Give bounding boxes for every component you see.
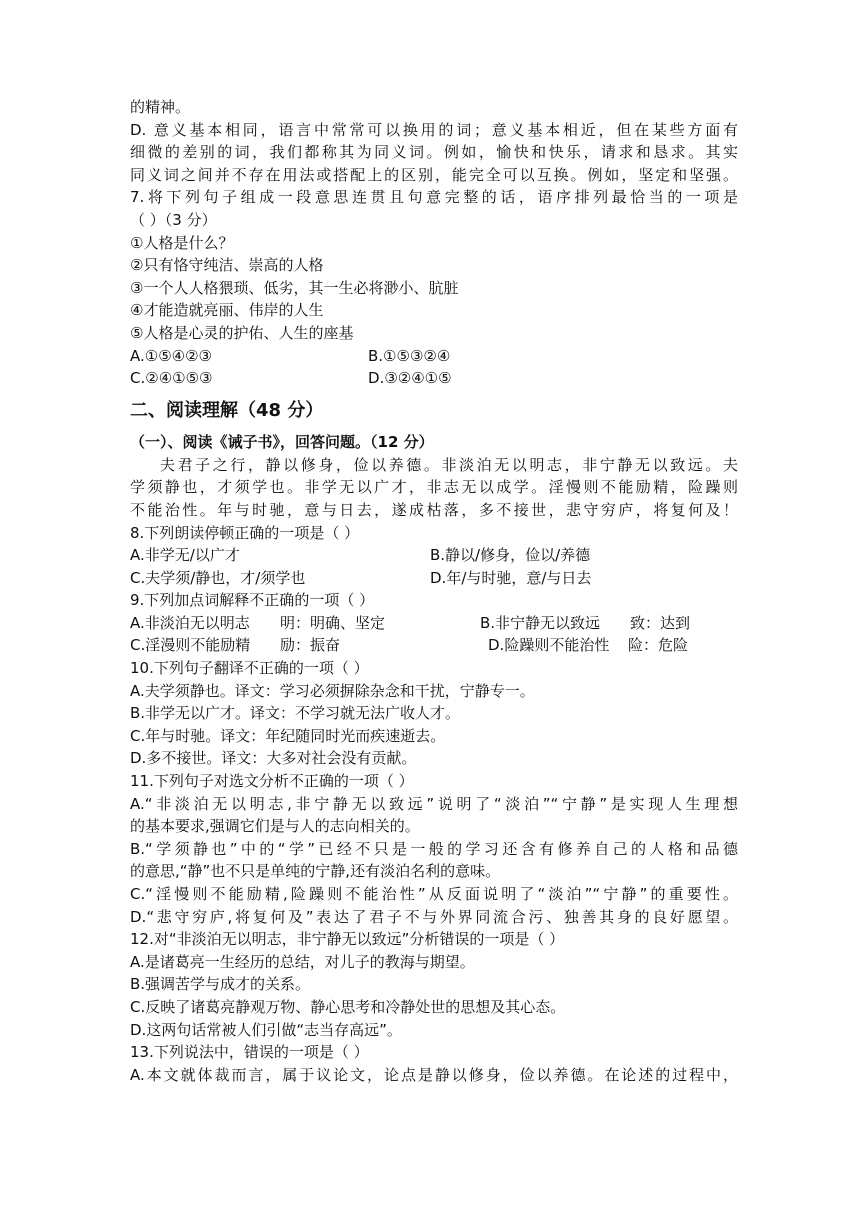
option-b: B.非学无以广才。译文：不学习就无法广收人才。 <box>130 704 461 723</box>
question-12-stem: 12.对“非淡泊无以明志，非宁静无以致远”分析错误的一项是（ ） <box>130 930 565 949</box>
question-11-stem: 11.下列句子对选文分析不正确的一项（ ） <box>130 772 414 791</box>
option-d: D.“悲守穷庐,将复何及”表达了君子不与外界同流合污、独善其身的良好愿望。 <box>130 907 738 926</box>
option-a: A.夫学须静也。译文：学习必须摒除杂念和干扰，宁静专一。 <box>130 681 535 700</box>
option-a: A.①⑤④②③ <box>130 346 213 365</box>
option-c: C.夫学须/静也，才/须学也 <box>130 568 306 587</box>
option-d: D.③②④①⑤ <box>368 369 452 388</box>
option-a: A.非淡泊无以明志 <box>130 613 250 632</box>
options-row <box>130 367 738 390</box>
question-13-stem: 13.下列说法中，错误的一项是（ ） <box>130 1043 369 1062</box>
passage-line: 不能治性。年与时驰，意与日去，遂成枯落，多不接世，悲守穷庐，将复何及！ <box>130 500 738 519</box>
option-b-cont: 的意思,“静”也不只是单纯的宁静,还有淡泊名利的意味。 <box>130 862 501 881</box>
sentence-2: ②只有恪守纯洁、崇高的人格 <box>130 256 324 275</box>
options-row <box>130 634 738 657</box>
option-b: B.①⑤③②④ <box>368 346 451 365</box>
option-a: A.是诸葛亮一生经历的总结，对儿子的教海与期望。 <box>130 952 475 971</box>
question-7-stem-cont: （ ）（3 分） <box>130 210 217 229</box>
document-page <box>130 96 738 1086</box>
sentence-4: ④才能造就亮丽、伟岸的人生 <box>130 301 324 320</box>
option-c: C.“淫慢则不能励精,险躁则不能治性”从反面说明了“淡泊”“宁静”的重要性。 <box>130 885 738 903</box>
option-d-gloss: 险：危险 <box>628 636 689 655</box>
subsection-heading: （一）、阅读《诫子书》，回答问题。（12 分） <box>130 432 434 451</box>
option-d: D.这两句话常被人们引做“志当存高远”。 <box>130 1020 402 1039</box>
question-7-stem: 7.将下列句子组成一段意思连贯且句意完整的话，语序排列最恰当的一项是 <box>130 188 738 207</box>
option-a-cont: 的基本要求,强调它们是与人的志向相关的。 <box>130 817 420 836</box>
passage-line: 夫君子之行，静以修身，俭以养德。非淡泊无以明志，非宁静无以致远。夫 <box>160 455 738 474</box>
option-c: C.淫漫则不能励精 <box>130 636 251 655</box>
text-line: 同义词之间并不存在用法或搭配上的区别，能完全可以互换。例如，坚定和坚强。 <box>130 165 738 184</box>
option-c: C.②④①⑤③ <box>130 369 213 388</box>
section-heading: 二、阅读理解（48 分） <box>130 399 324 421</box>
options-row <box>130 544 738 567</box>
option-c: C.反映了诸葛亮静观万物、静心思考和冷静处世的思想及其心态。 <box>130 997 566 1016</box>
options-row <box>130 567 738 590</box>
question-8-stem: 8.下列朗读停顿正确的一项是（ ） <box>130 523 360 542</box>
option-b-gloss: 致：达到 <box>630 613 691 632</box>
sentence-1: ①人格是什么？ <box>130 233 234 252</box>
options-row <box>130 612 738 635</box>
option-c-gloss: 励：振奋 <box>280 636 341 655</box>
option-b: B.非宁静无以致远 <box>480 613 601 632</box>
option-a-gloss: 明：明确、坚定 <box>280 613 386 632</box>
text-line: 的精神。 <box>130 98 191 116</box>
option-d: D.险躁则不能治性 <box>488 636 610 655</box>
option-c: C.年与时驰。译文：年纪随同时光而疾速逝去。 <box>130 726 446 745</box>
options-row <box>130 345 738 368</box>
passage-line: 学须静也，才须学也。非学无以广才，非志无以成学。淫慢则不能励精，险躁则 <box>130 478 738 497</box>
sentence-5: ⑤人格是心灵的护佑、人生的座基 <box>130 323 354 342</box>
question-9-stem: 9.下列加点词解释不正确的一项（ ） <box>130 591 375 610</box>
option-a: A.本文就体裁而言，属于议论文，论点是静以修身，俭以养德。在论述的过程中， <box>130 1065 738 1084</box>
option-b: B.静以/修身，俭以/养德 <box>430 546 591 565</box>
option-a: A.“非淡泊无以明志,非宁静无以致远”说明了“淡泊”“宁静”是实现人生理想 <box>130 794 738 813</box>
option-d: D.多不接世。译文：大多对社会没有贡献。 <box>130 749 417 768</box>
option-b: B.“学须静也”中的“学”已经不只是一般的学习还含有修养自己的人格和品德 <box>130 839 738 858</box>
option-b: B.强调苦学与成才的关系。 <box>130 975 311 994</box>
option-d: D.年/与时驰，意/与日去 <box>430 568 592 587</box>
option-a: A.非学无/以广才 <box>130 546 240 565</box>
question-10-stem: 10.下列句子翻译不正确的一项（ ） <box>130 659 369 678</box>
sentence-3: ③一个人人格猥琐、低劣，其一生必将渺小、肮脏 <box>130 278 459 297</box>
text-line: 细微的差别的词，我们都称其为同义词。例如，愉快和快乐，请求和恳求。其实 <box>130 143 738 162</box>
text-line: D. 意义基本相同，语言中常常可以换用的词；意义基本相近，但在某些方面有 <box>130 120 738 139</box>
